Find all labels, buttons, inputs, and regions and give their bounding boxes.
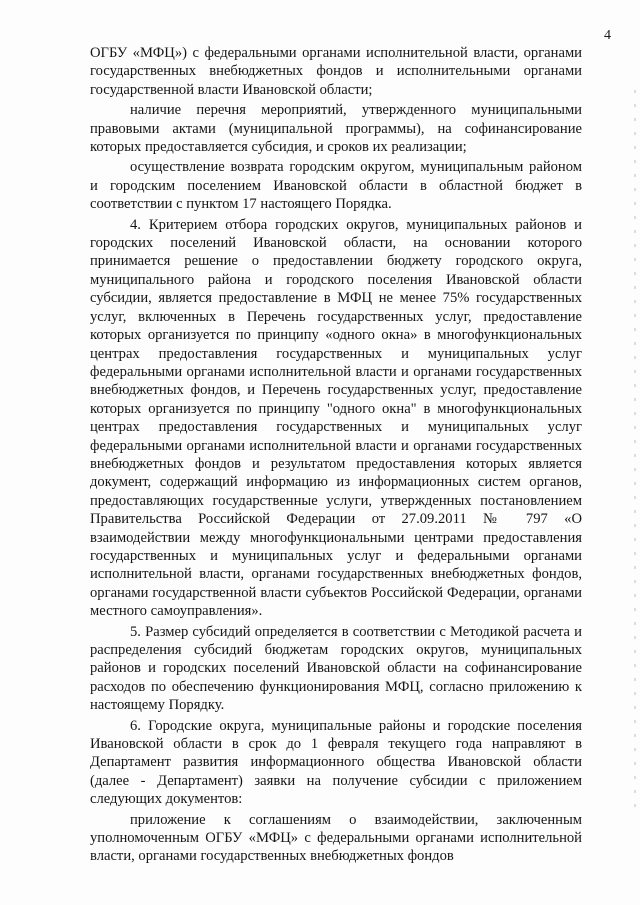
paragraph-item-5: 5. Размер субсидий определяется в соответствии с Методикой расчета и распределения субсидий бюджетам городских округов, муниципальных районов и городских поселений Ивановской области на софинансирование расходов по обеспечению функционирования МФЦ, согласно приложению к настоящему Порядку. [90, 623, 582, 714]
paragraph-refund: осуществление возврата городским округом, муниципальным районом и городским поселением Ивановской области в областной бюджет в соответствии с пунктом 17 настоящего Порядка. [90, 159, 582, 213]
paragraph-item-6: 6. Городские округа, муниципальные районы и городские поселения Ивановской области в срок до 1 февраля текущего года направляют в Департамент развития информационного общества Ивановской области (далее - Департамент) заявки на получение субсидии с приложением следующих документов: [90, 717, 582, 808]
paragraph-list-of-measures: наличие перечня мероприятий, утвержденного муниципальными правовыми актами (муниципальной программы), на софинансирование которых предоставляется субсидия, и сроков их реализации; [90, 102, 582, 156]
page-number: 4 [604, 28, 611, 43]
document-body [90, 44, 582, 868]
paragraph-attachment: приложение к соглашениям о взаимодействии, заключенным уполномоченным ОГБУ «МФЦ» с федеральными органами исполнительной власти, органами государственных внебюджетных фондов [90, 811, 582, 865]
paragraph-continued: ОГБУ «МФЦ») с федеральными органами исполнительной власти, органами государственных внебюджетных фондов и исполнительными органами государственной власти Ивановской области; [90, 45, 582, 98]
paragraph-item-4: 4. Критерием отбора городских округов, муниципальных районов и городских поселений Ивановской области, на основании которого принимается решение о предоставлении бюджету городского округа, муниципального района и городского поселения Ивановской области субсидии, является предоставление в МФЦ не менее 75% государственных услуг, включенных в Перечень государственных услуг, предоставление которых организуется по принципу «одного окна» в многофункциональных центрах предоставления государственных и муниципальных услуг федеральными органами исполнительной власти и органами государственных внебюджетных фондов, и Перечень государственных услуг, предоставление которых организуется по принципу "одного окна" в многофункциональных центрах предоставления государственных и муниципальных услуг федеральными органами исполнительной власти и органами государственных внебюджетных фондов и результатом предоставления которых является документ, содержащий информацию из информационных систем органов, предоставляющих государственные услуги, утвержденных постановлением Правительства Российской Федерации от 27.09.2011 № 797 «О взаимодействии между многофункциональными центрами предоставления государственных и муниципальных услуг и федеральными органами исполнительной власти, органами государственных внебюджетных фондов, органами государственной власти субъектов Российской Федерации, органами местного самоуправления». [90, 216, 582, 620]
scan-edge-marks [634, 90, 636, 810]
